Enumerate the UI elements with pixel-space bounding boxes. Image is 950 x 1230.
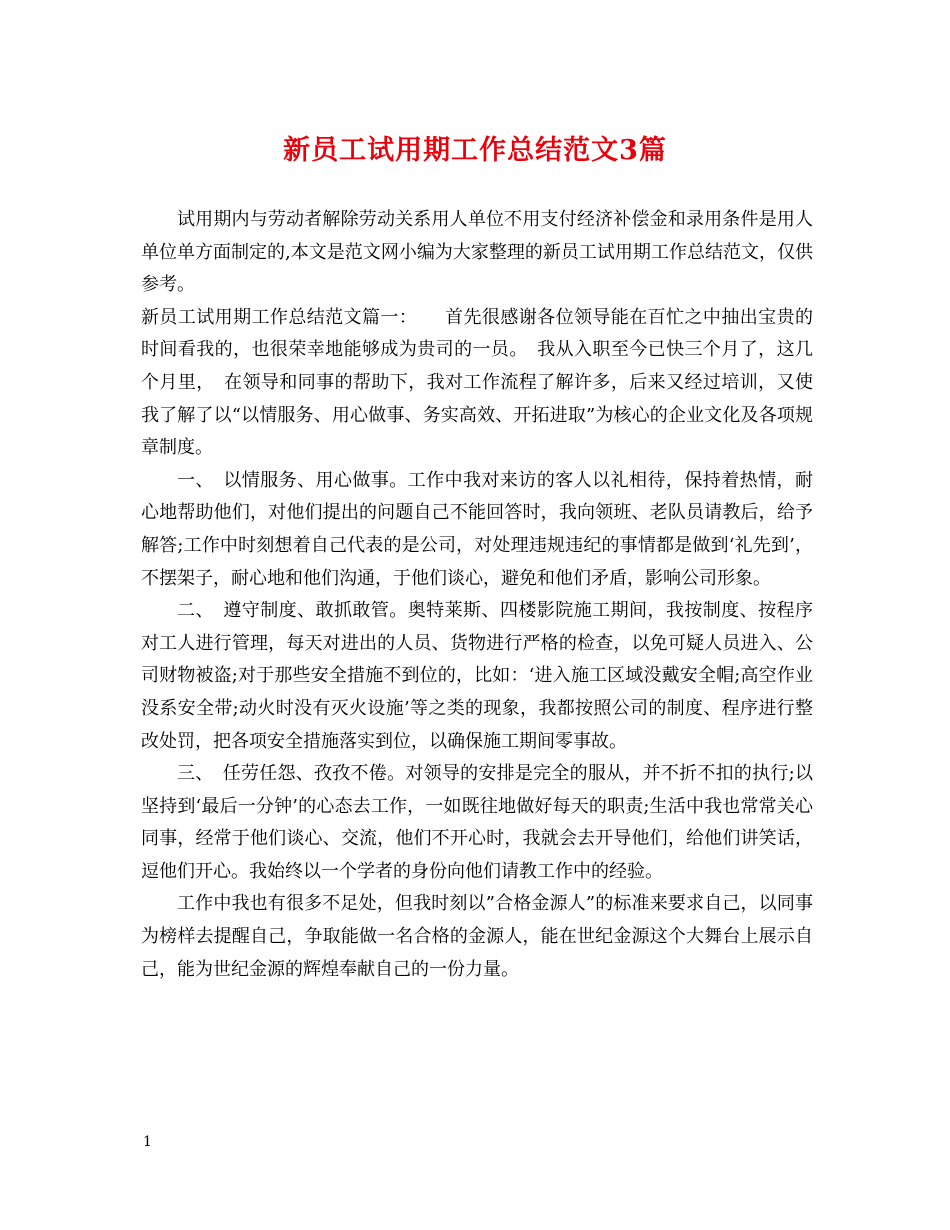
paragraph-point-one: 一、 以情服务、用心做事。工作中我对来访的客人以礼相待，保持着热情，耐心地帮助他们，对他们提出的问题自己不能回答时，我向领班、老队员请教后，给予解答;工作中时刻想着自己代表的是公司，对处理违规违纪的事情都是做到‘礼先到’，不摆架子，耐心地和他们沟通，于他们谈心，避免和他们矛盾，影响公司形象。 (141, 469, 813, 589)
paragraph-point-three: 三、 任劳任怨、孜孜不倦。对领导的安排是完全的服从，并不折不扣的执行;以坚持到‘最后一分钟’的心态去工作，一如既往地做好每天的职责;生活中我也常常关心同事，经常于他们谈心、交流，他们不开心时，我就会去开导他们，给他们讲笑话，逗他们开心。我始终以一个学者的身份向他们请教工作中的经验。 (141, 763, 813, 882)
paragraph-intro: 试用期内与劳动者解除劳动关系用人单位不用支付经济补偿金和录用条件是用人单位单方面制定的,本文是范文网小编为大家整理的新员工试用期工作总结范文，仅供参考。 (141, 209, 813, 296)
document-title: 新员工试用期工作总结范文3篇 (283, 135, 667, 166)
document-body (141, 204, 813, 986)
paragraph-point-two: 二、 遵守制度、敢抓敢管。奥特莱斯、四楼影院施工期间，我按制度、按程序对工人进行管理，每天对进出的人员、货物进行严格的检查，以免可疑人员进入、公司财物被盗;对于那些安全措施不到位的，比如：‘进入施工区域没戴安全帽;高空作业没系安全带;动火时没有灭火设施’等之类的现象，我都按照公司的制度、程序进行整改处罚，把各项安全措施落实到位，以确保施工期间零事故。 (141, 600, 813, 752)
paragraph-article-one: 新员工试用期工作总结范文篇一： 首先很感谢各位领导能在百忙之中抽出宝贵的时间看我的，也很荣幸地能够成为贵司的一员。 我从入职至今已快三个月了，这几个月里， 在领导和同事的帮助下，我对工作流程了解许多，后来又经过培训，又使我了解了以“以情服务、用心做事、务实高效、开拓进取”为核心的企业文化及各项规章制度。 (141, 306, 813, 459)
paragraph-conclusion: 工作中我也有很多不足处，但我时刻以”合格金源人”的标准来要求自己，以同事为榜样去提醒自己，争取能做一名合格的金源人，能在世纪金源这个大舞台上展示自己，能为世纪金源的辉煌奉献自己的一份力量。 (141, 893, 813, 980)
page-number: 1 (143, 1134, 152, 1150)
